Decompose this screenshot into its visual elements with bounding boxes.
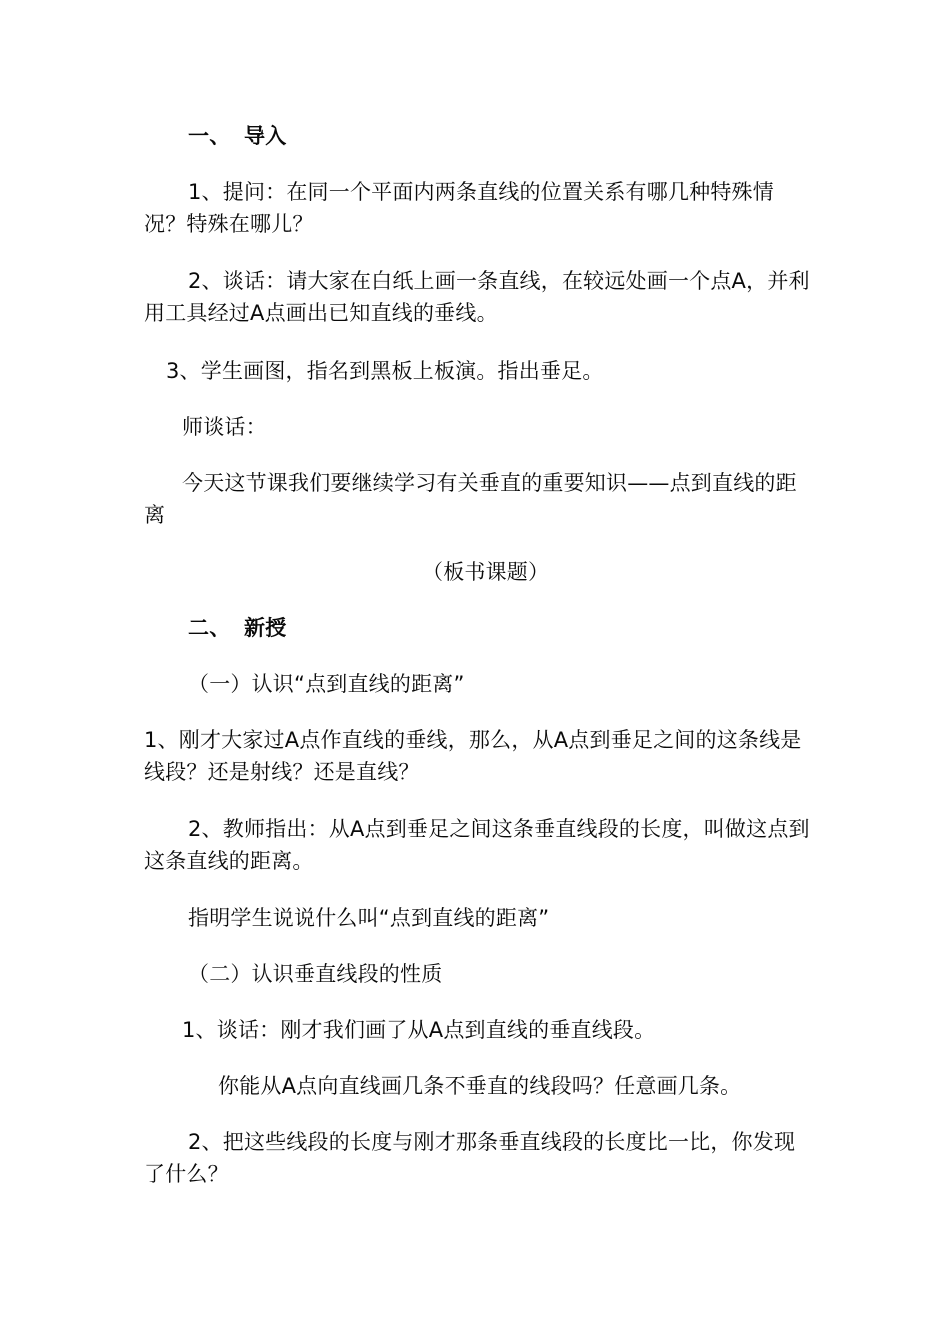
section-title: 新授: [244, 616, 287, 640]
paragraph-today-topic: 今天这节课我们要继续学习有关垂直的重要知识——点到直线的距离: [144, 471, 797, 527]
subsection-heading-property: （二）认识垂直线段的性质: [188, 962, 443, 986]
paragraph-student-drawing: 3、学生画图，指名到黑板上板演。指出垂足。: [166, 359, 604, 383]
section-number: 二、: [188, 616, 231, 640]
section-title: 导入: [244, 124, 287, 148]
paragraph-compare-lengths: 2、把这些线段的长度与刚才那条垂直线段的长度比一比，你发现了什么？: [144, 1130, 796, 1186]
paragraph-question: 1、提问：在同一个平面内两条直线的位置关系有哪几种特殊情况？特殊在哪儿？: [144, 180, 774, 236]
subsection-heading-distance: （一）认识“点到直线的距离”: [188, 672, 465, 696]
section-heading-intro: [188, 120, 286, 152]
section-number: 一、: [188, 124, 231, 148]
paragraph-teacher-talk: 师谈话：: [182, 415, 267, 439]
paragraph-student-explain: 指明学生说说什么叫“点到直线的距离”: [188, 906, 550, 930]
paragraph-perpendicular-segment: 1、谈话：刚才我们画了从A点到直线的垂直线段。: [182, 1018, 656, 1042]
paragraph-draw-segments: 你能从A点向直线画几条不垂直的线段吗？任意画几条。: [218, 1074, 742, 1098]
paragraph-talk: 2、谈话：请大家在白纸上画一条直线，在较远处画一个点A，并利用工具经过A点画出已知直线的垂线。: [144, 269, 810, 325]
paragraph-teacher-points-out: 2、教师指出：从A点到垂足之间这条垂直线段的长度，叫做这点到这条直线的距离。: [144, 817, 810, 873]
board-title-note: （板书课题）: [422, 560, 550, 584]
section-heading-new: [188, 612, 286, 644]
paragraph-segment-question: 1、刚才大家过A点作直线的垂线，那么，从A点到垂足之间的这条线是线段？还是射线？还是直线？: [144, 728, 802, 784]
